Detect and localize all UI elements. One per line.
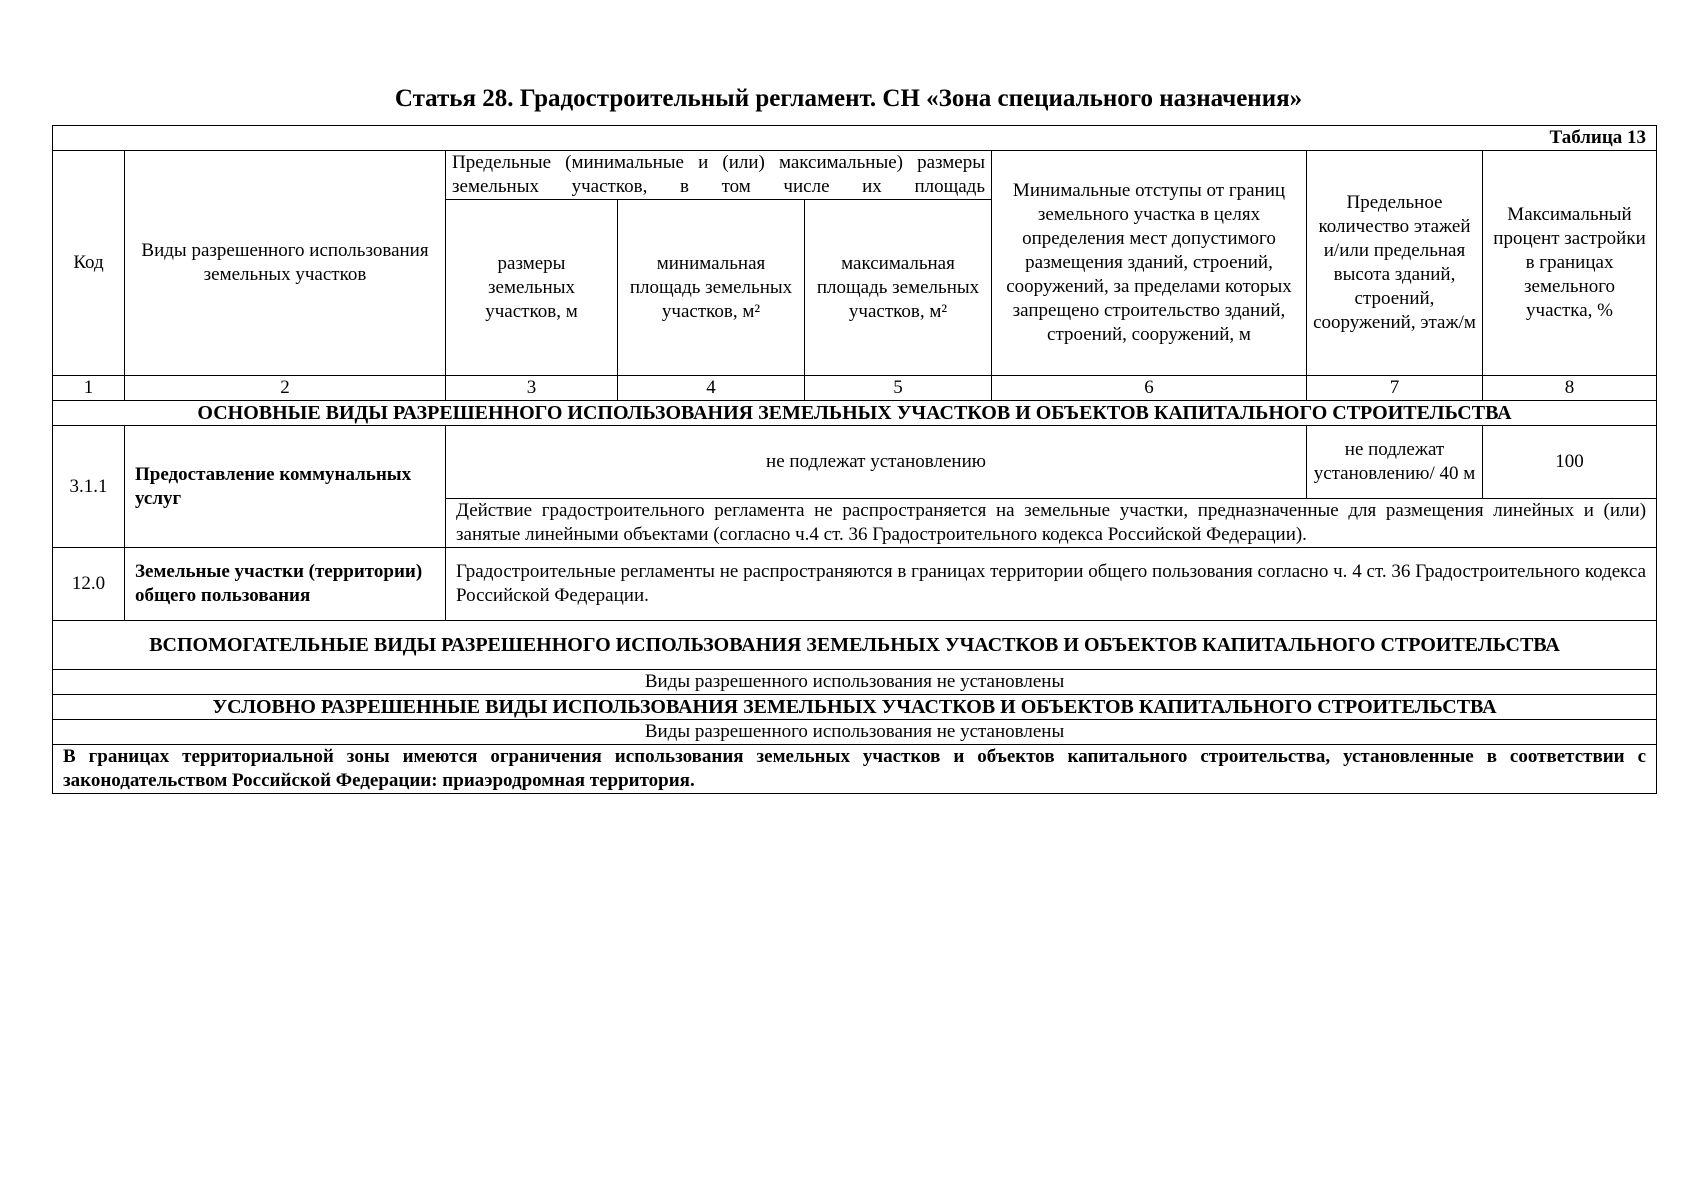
column-number: 8 <box>1483 376 1657 401</box>
row-use-name: Земельные участки (территории) общего пользования <box>125 548 446 621</box>
restriction-row <box>53 745 1657 794</box>
header-limits-group: Предельные (минимальные и (или) максимальные) размеры земельных участков, в том числе их площадь <box>446 151 992 200</box>
section-conditional-value: Виды разрешенного использования не установлены <box>53 720 1657 745</box>
column-number: 2 <box>125 376 446 401</box>
column-number: 4 <box>618 376 805 401</box>
row-use-name: Предоставление коммунальных услуг <box>125 426 446 548</box>
column-number: 7 <box>1307 376 1483 401</box>
restriction-note: В границах территориальной зоны имеются ограничения использования земельных участков и объектов капитального строительства, установленные в соответствии с законодательством Российской Федерации: приаэродромная территория. <box>53 745 1657 794</box>
section-auxiliary-value: Виды разрешенного использования не установлены <box>53 670 1657 695</box>
row-note: Действие градостроительного регламента не распространяется на земельные участки, предназначенные для размещения линейных и (или) занятые линейными объектами (согласно ч.4 ст. 36 Градостроительного кодекса Российской Федерации). <box>446 499 1657 548</box>
section-conditional-value-row <box>53 720 1657 745</box>
table-row <box>53 548 1657 621</box>
row-text: Градостроительные регламенты не распространяются в границах территории общего пользования согласно ч. 4 ст. 36 Градостроительного кодекса Российской Федерации. <box>446 548 1657 621</box>
section-auxiliary-heading: ВСПОМОГАТЕЛЬНЫЕ ВИДЫ РАЗРЕШЕННОГО ИСПОЛЬЗОВАНИЯ ЗЕМЕЛЬНЫХ УЧАСТКОВ И ОБЪЕКТОВ КАПИТАЛЬНОГО СТРОИТЕЛЬСТВА <box>53 621 1657 670</box>
section-main-row <box>53 401 1657 426</box>
header-use-types: Виды разрешенного использования земельных участков <box>125 151 446 376</box>
table-label-row <box>53 126 1657 151</box>
header-setbacks: Минимальные отступы от границ земельного участка в целях определения мест допустимого размещения зданий, строений, сооружений, за пределами которых запрещено строительство зданий, строений, сооружений, м <box>992 151 1307 376</box>
row-code: 12.0 <box>53 548 125 621</box>
column-number-row <box>53 376 1657 401</box>
section-main-heading: ОСНОВНЫЕ ВИДЫ РАЗРЕШЕННОГО ИСПОЛЬЗОВАНИЯ ЗЕМЕЛЬНЫХ УЧАСТКОВ И ОБЪЕКТОВ КАПИТАЛЬНОГО СТРОИТЕЛЬСТВА <box>53 401 1657 426</box>
regulation-table <box>52 125 1657 794</box>
row-limits: не подлежат установлению <box>446 426 1307 499</box>
row-code: 3.1.1 <box>53 426 125 548</box>
header-floors: Предельное количество этажей и/или предельная высота зданий, строений, сооружений, этаж/м <box>1307 151 1483 376</box>
row-coverage: 100 <box>1483 426 1657 499</box>
header-row <box>53 151 1657 200</box>
table-row <box>53 426 1657 499</box>
column-number: 3 <box>446 376 618 401</box>
header-max-coverage: Максимальный процент застройки в границах земельного участка, % <box>1483 151 1657 376</box>
column-number: 6 <box>992 376 1307 401</box>
header-min-area: минимальная площадь земельных участков, м² <box>618 200 805 376</box>
row-floors: не подлежат установлению/ 40 м <box>1307 426 1483 499</box>
header-max-area: максимальная площадь земельных участков, м² <box>805 200 992 376</box>
section-conditional-row <box>53 695 1657 720</box>
table-label: Таблица 13 <box>53 126 1657 151</box>
header-plot-sizes: размеры земельных участков, м <box>446 200 618 376</box>
header-code: Код <box>53 151 125 376</box>
section-conditional-heading: УСЛОВНО РАЗРЕШЕННЫЕ ВИДЫ ИСПОЛЬЗОВАНИЯ ЗЕМЕЛЬНЫХ УЧАСТКОВ И ОБЪЕКТОВ КАПИТАЛЬНОГО СТРОИТЕЛЬСТВА <box>53 695 1657 720</box>
column-number: 1 <box>53 376 125 401</box>
section-auxiliary-value-row <box>53 670 1657 695</box>
section-auxiliary-row <box>53 621 1657 670</box>
column-number: 5 <box>805 376 992 401</box>
page-title: Статья 28. Градостроительный регламент. СН «Зона специального назначения» <box>394 85 1303 112</box>
